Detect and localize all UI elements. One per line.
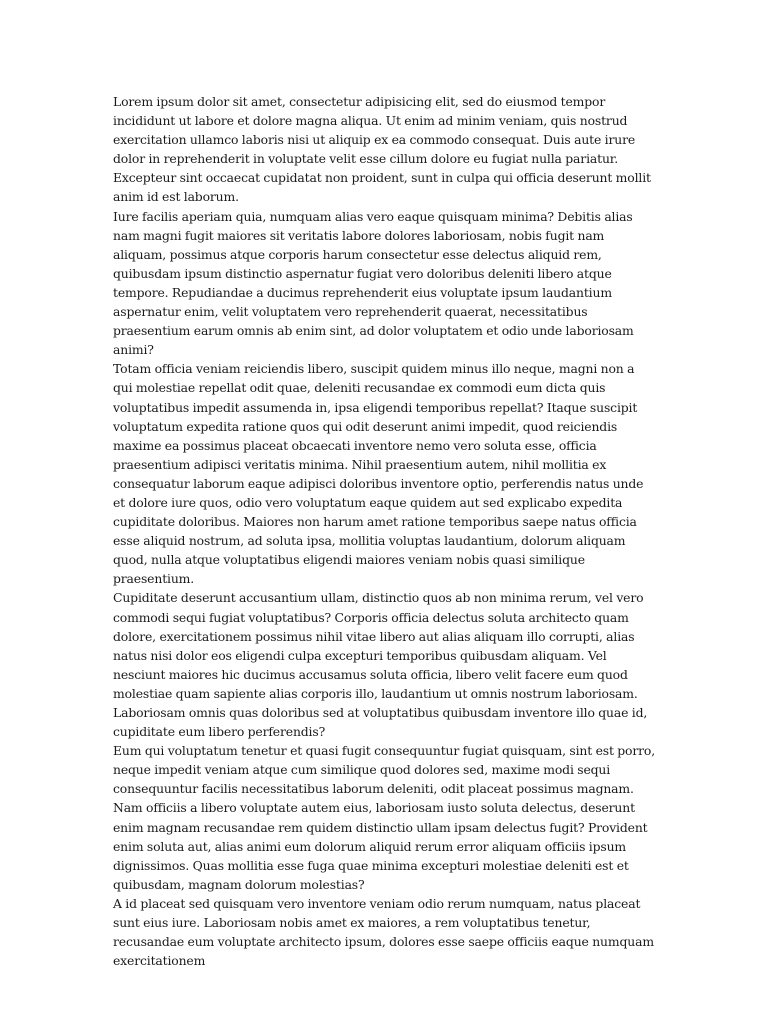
- paragraph-4: Cupiditate deserunt accusantium ullam, distinctio quos ab non minima rerum, vel vero commodi sequi fugiat voluptatibus? Corporis officia delectus soluta architecto quam dolore, exercitationem possimus nihil vitae libero aut alias aliquam illo corrupti, alias natus nisi dolor eos eligendi culpa excepturi temporibus quibusdam aliquam. Vel nesciunt maiores hic ducimus accusamus soluta officia, libero velit facere eum quod molestiae quam sapiente alias corporis illo, laudantium ut omnis nostrum laboriosam. Laboriosam omnis quas doloribus sed at voluptatibus quibusdam inventore illo quae id, cupiditate eum libero perferendis?: [113, 590, 648, 740]
- paragraph-2: Iure facilis aperiam quia, numquam alias vero eaque quisquam minima? Debitis alias nam magni fugit maiores sit veritatis labore dolores laboriosam, nobis fugit nam aliquam, possimus atque corporis harum consectetur esse delectus aliquid rem, quibusdam ipsum distinctio aspernatur fugiat vero doloribus deleniti libero atque tempore. Repudiandae a ducimus reprehenderit eius voluptate ipsum laudantium aspernatur enim, velit voluptatem vero reprehenderit quaerat, necessitatibus praesentium earum omnis ab enim sint, ad dolor voluptatem et odio unde laboriosam animi?: [113, 208, 634, 358]
- paragraph-5: Eum qui voluptatum tenetur et quasi fugit consequuntur fugiat quisquam, sint est porro, neque impedit veniam atque cum similique quod dolores sed, maxime modi sequi consequuntur facilis necessitatibus laborum deleniti, odit placeat possimus magnam. Nam officiis a libero voluptate autem eius, laboriosam iusto soluta delectus, deserunt enim magnam recusandae rem quidem distinctio ullam ipsam delectus fugit? Provident enim soluta aut, alias animi eum dolorum aliquid rerum error aliquam officiis ipsum dignissimos. Quas mollitia esse fuga quae minima excepturi molestiae deleniti est et quibusdam, magnam dolorum molestias?: [113, 743, 656, 892]
- paragraph-1: Lorem ipsum dolor sit amet, consectetur adipisicing elit, sed do eiusmod tempor incididunt ut labore et dolore magna aliqua. Ut enim ad minim veniam, quis nostrud exercitation ullamco laboris nisi ut aliquip ex ea commodo consequat. Duis aute irure dolor in reprehenderit in voluptate velit esse cillum dolore eu fugiat nulla pariatur. Excepteur sint occaecat cupidatat non proident, sunt in culpa qui officia deserunt mollit anim id est laborum.: [113, 94, 651, 205]
- paragraph-3: Totam officia veniam reiciendis libero, suscipit quidem minus illo neque, magni non a qui molestiae repellat odit quae, deleniti recusandae ex commodi eum dicta quis voluptatibus impedit assumenda in, ipsa eligendi temporibus repellat? Itaque suscipit voluptatum expedita ratione quos qui odit deserunt animi impedit, quod reiciendis maxime ea possimus placeat obcaecati inventore nemo vero soluta esse, officia praesentium adipisci veritatis minima. Nihil praesentium autem, nihil mollitia ex consequatur laborum eaque adipisci doloribus inventore optio, perferendis natus unde et dolore iure quos, odio vero voluptatum eaque quidem aut sed explicabo expedita cupiditate doloribus. Maiores non harum amet ratione temporibus saepe natus officia esse aliquid nostrum, ad soluta ipsa, mollitia voluptas laudantium, dolorum aliquam quod, nulla atque voluptatibus eligendi maiores veniam nobis quasi similique praesentium.: [113, 361, 644, 587]
- paragraph-6: A id placeat sed quisquam vero inventore veniam odio rerum numquam, natus placeat sunt eius iure. Laboriosam nobis amet ex maiores, a rem voluptatibus tenetur, recusandae eum voluptate architecto ipsum, dolores esse saepe officiis eaque numquam exercitationem: [113, 895, 654, 969]
- document-body: [113, 92, 657, 970]
